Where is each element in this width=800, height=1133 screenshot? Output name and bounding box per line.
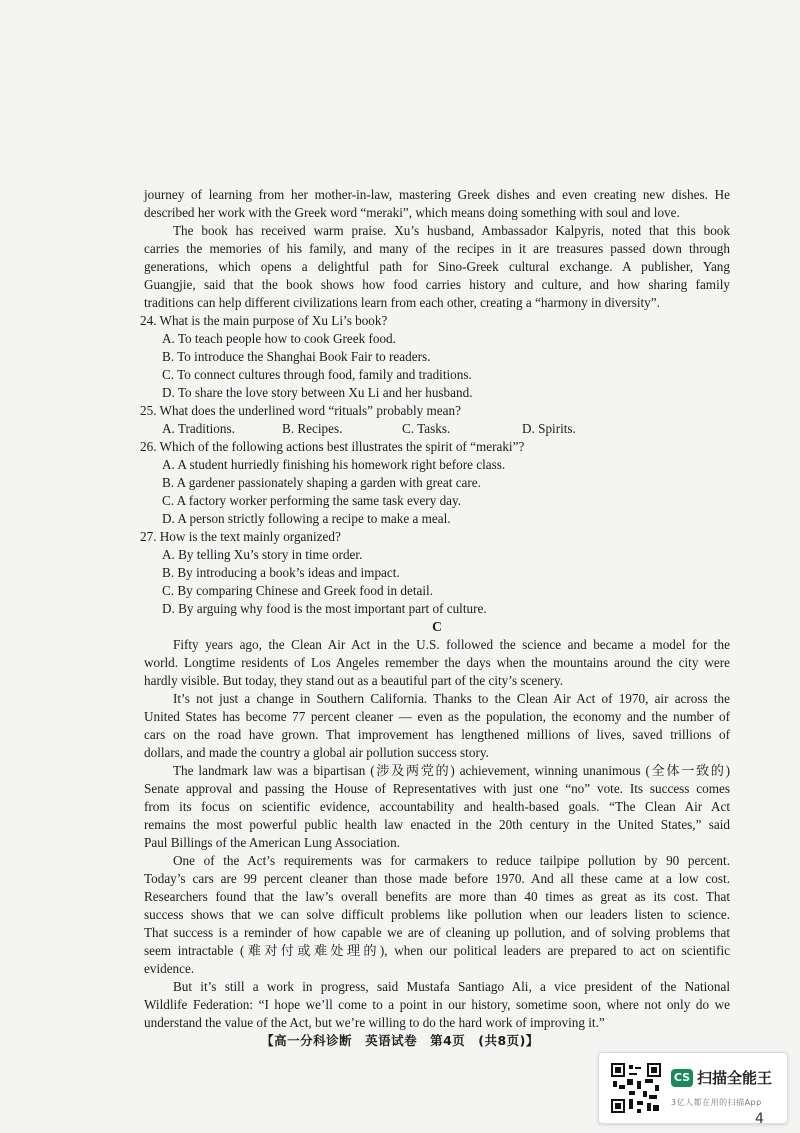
answer-option: D. By arguing why food is the most important part of culture. bbox=[162, 601, 487, 616]
text-line: traditions can help different civilizations learn from each other, creating a “harmony in diversity”. bbox=[144, 295, 660, 310]
qr-code-icon bbox=[611, 1063, 661, 1113]
question-24 bbox=[140, 312, 730, 402]
text-line: Senate approval and passing the House of Representatives with just one “no” vote. Its success comes bbox=[144, 781, 730, 796]
text-line: Guangjie, said that the book shows how food carries history and culture, and how sharing family bbox=[144, 277, 730, 292]
text-line: The landmark law was a bipartisan (涉及两党的) achievement, winning unanimous (全体一致的) bbox=[173, 763, 730, 778]
paragraph bbox=[144, 636, 730, 690]
passage-c bbox=[144, 636, 730, 1032]
text-line: The book has received warm praise. Xu’s husband, Ambassador Kalpyris, noted that this book bbox=[173, 223, 730, 238]
question-25 bbox=[140, 402, 730, 438]
question-stem: 25. What does the underlined word “rituals” probably mean? bbox=[140, 403, 461, 418]
cs-logo-icon: CS bbox=[671, 1069, 693, 1087]
answer-option: B. To introduce the Shanghai Book Fair to readers. bbox=[162, 349, 431, 364]
scanner-brand bbox=[671, 1067, 772, 1088]
answer-option: B. By introducing a book’s ideas and impact. bbox=[162, 565, 400, 580]
text-line: Today’s cars are 99 percent cleaner than those made before 1970. And all these came at a low cost. bbox=[144, 871, 730, 886]
brand-name: 扫描全能王 bbox=[697, 1069, 773, 1087]
question-stem: 24. What is the main purpose of Xu Li’s book? bbox=[140, 313, 388, 328]
text-line: Wildlife Federation: “I hope we’ll come to a point in our history, sometime soon, where not only do we bbox=[144, 997, 730, 1012]
text-line: from its focus on scientific evidence, accountability and health-based goals. “The Clean Air Act bbox=[144, 799, 730, 814]
text-line: world. Longtime residents of Los Angeles remember the days when the mountains around the city were bbox=[144, 655, 730, 670]
brand-tagline: 3亿人都在用的扫描App bbox=[671, 1098, 762, 1107]
text-line: That success is a reminder of how capable we are of cleaning up pollution, and of solving problems that bbox=[144, 925, 730, 940]
answer-option: C. Tasks. bbox=[402, 421, 451, 436]
text-line: But it’s still a work in progress, said Mustafa Santiago Ali, a vice president of the National bbox=[173, 979, 730, 994]
text-line: seem intractable (难对付或难处理的), when our political leaders are prepared to act on scientific bbox=[144, 943, 730, 958]
answer-option: D. To share the love story between Xu Li and her husband. bbox=[162, 385, 473, 400]
text-line: journey of learning from her mother-in-law, mastering Greek dishes and even creating new dishes. He bbox=[144, 187, 730, 202]
text-line: It’s not just a change in Southern California. Thanks to the Clean Air Act of 1970, air across the bbox=[173, 691, 730, 706]
answer-option: C. To connect cultures through food, family and traditions. bbox=[162, 367, 472, 382]
answer-options-row bbox=[144, 420, 730, 438]
text-line: remains the most powerful public health law enacted in the 20th century in the United States,” said bbox=[144, 817, 730, 832]
question-27 bbox=[140, 528, 730, 618]
text-line: hardly visible. But today, they stand out as a beautiful part of the city’s scenery. bbox=[144, 673, 564, 688]
question-26 bbox=[140, 438, 730, 528]
text-line: understand the value of the Act, but we’re willing to do the hard work of improving it.” bbox=[144, 1015, 605, 1030]
text-line: generations, which opens a delightful path for Sino-Greek cultural exchange. A publisher, Yang bbox=[144, 259, 730, 274]
answer-option: D. Spirits. bbox=[522, 421, 576, 436]
text-line: dollars, and made the country a global air pollution success story. bbox=[144, 745, 489, 760]
answer-option: C. A factory worker performing the same task every day. bbox=[162, 493, 462, 508]
answer-option: B. A gardener passionately shaping a garden with great care. bbox=[162, 475, 481, 490]
text-line: United States has become 77 percent cleaner — even as the population, the economy and the number of bbox=[144, 709, 730, 724]
exam-page bbox=[140, 186, 730, 1032]
answer-option: A. A student hurriedly finishing his homework right before class. bbox=[162, 457, 506, 472]
text-line: described her work with the Greek word “meraki”, which means doing something with soul and love. bbox=[144, 205, 680, 220]
corner-page-number: 4 bbox=[755, 1111, 764, 1127]
paragraph bbox=[144, 690, 730, 762]
passage-b-tail bbox=[144, 186, 730, 222]
text-line: evidence. bbox=[144, 961, 195, 976]
text-line: Researchers found that the law’s overall benefits are more than 40 times as great as its cost. That bbox=[144, 889, 730, 904]
paragraph bbox=[144, 762, 730, 852]
passage-b-paragraph bbox=[144, 222, 730, 312]
paragraph bbox=[144, 978, 730, 1032]
answer-option: C. By comparing Chinese and Greek food in detail. bbox=[162, 583, 434, 598]
answer-option: A. Traditions. bbox=[162, 421, 235, 436]
page-footer: 【高一分科诊断 英语试卷 第4页 (共8页)】 bbox=[261, 1033, 539, 1048]
answer-option: A. By telling Xu’s story in time order. bbox=[162, 547, 363, 562]
text-line: Fifty years ago, the Clean Air Act in the U.S. followed the science and became a model for the bbox=[173, 637, 730, 652]
text-line: Paul Billings of the American Lung Association. bbox=[144, 835, 401, 850]
answer-option: B. Recipes. bbox=[282, 421, 343, 436]
answer-option: A. To teach people how to cook Greek food. bbox=[162, 331, 396, 346]
text-line: carries the memories of his family, and many of the recipes in it are treasures passed down through bbox=[144, 241, 730, 256]
text-line: cars on the road have grown. That improvement has lengthened millions of lives, saved trillions of bbox=[144, 727, 730, 742]
question-stem: 26. Which of the following actions best illustrates the spirit of “meraki”? bbox=[140, 439, 525, 454]
text-line: One of the Act’s requirements was for carmakers to reduce tailpipe pollution by 90 percent. bbox=[173, 853, 730, 868]
question-stem: 27. How is the text mainly organized? bbox=[140, 529, 341, 544]
text-line: success shows that we can solve difficult problems like pollution when our leaders listen to science. bbox=[144, 907, 730, 922]
paragraph bbox=[144, 852, 730, 978]
section-heading: C bbox=[432, 619, 442, 634]
answer-option: D. A person strictly following a recipe to make a meal. bbox=[162, 511, 451, 526]
